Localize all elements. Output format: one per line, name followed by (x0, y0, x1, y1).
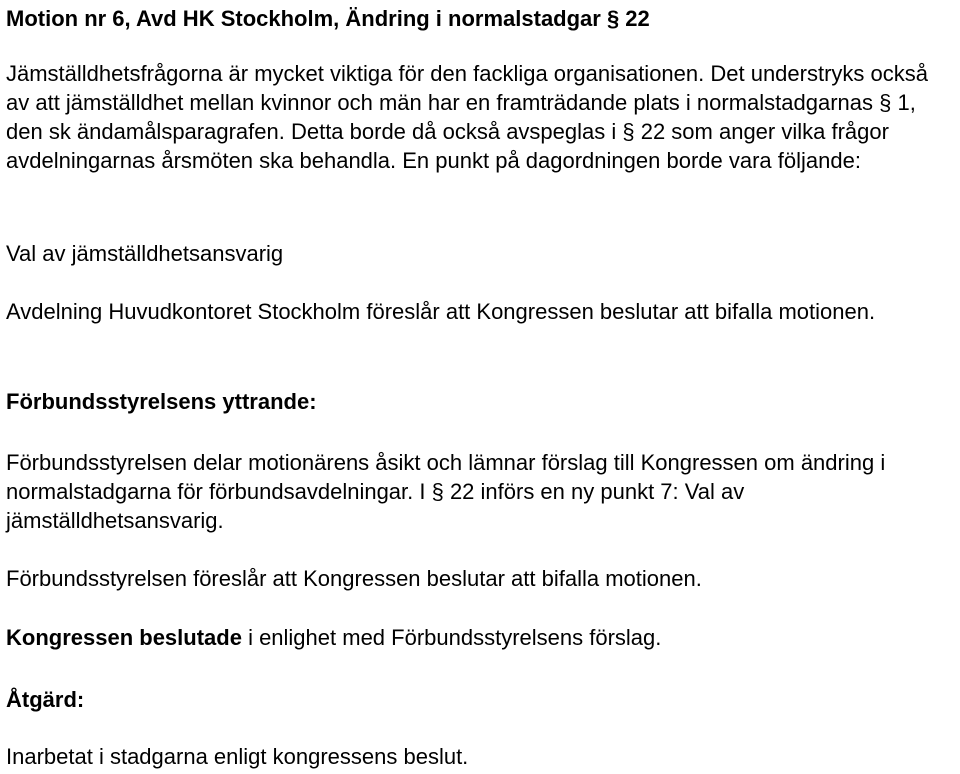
board-proposal: Förbundsstyrelsen föreslår att Kongressen beslutar att bifalla motionen. (6, 566, 702, 591)
motion-title: Motion nr 6, Avd HK Stockholm, Ändring i normalstadgar § 22 (6, 6, 650, 31)
congress-decision (6, 623, 954, 652)
proposed-agenda-item: Val av jämställdhetsansvarig (6, 241, 284, 266)
motion-paragraph: Jämställdhetsfrågorna är mycket viktiga för den fackliga organisationen. Det understryks också av att jämställdhet mellan kvinnor och män har en framträdande plats i normalstadgarnas § 1, den sk ändamålsparagrafen. Detta borde då också avspeglas i § 22 som anger vilka frågor avdelningarnas årsmöten ska behandla. En punkt på dagordningen borde vara följande: (6, 61, 928, 173)
decision-label: Kongressen beslutade (6, 625, 242, 650)
action-heading: Åtgärd: (6, 687, 85, 712)
action-text: Inarbetat i stadgarna enligt kongressens beslut. (6, 744, 469, 769)
department-proposal: Avdelning Huvudkontoret Stockholm föreslår att Kongressen beslutar att bifalla motionen. (6, 299, 876, 324)
decision-text: i enlighet med Förbundsstyrelsens förslag. (241, 625, 662, 650)
board-statement-paragraph: Förbundsstyrelsen delar motionärens åsikt och lämnar förslag till Kongressen om ändring i normalstadgarna för förbundsavdelningar. I § 22 införs en ny punkt 7: Val av jämställdhetsansvarig. (6, 450, 886, 533)
board-statement-heading: Förbundsstyrelsens yttrande: (6, 389, 317, 414)
